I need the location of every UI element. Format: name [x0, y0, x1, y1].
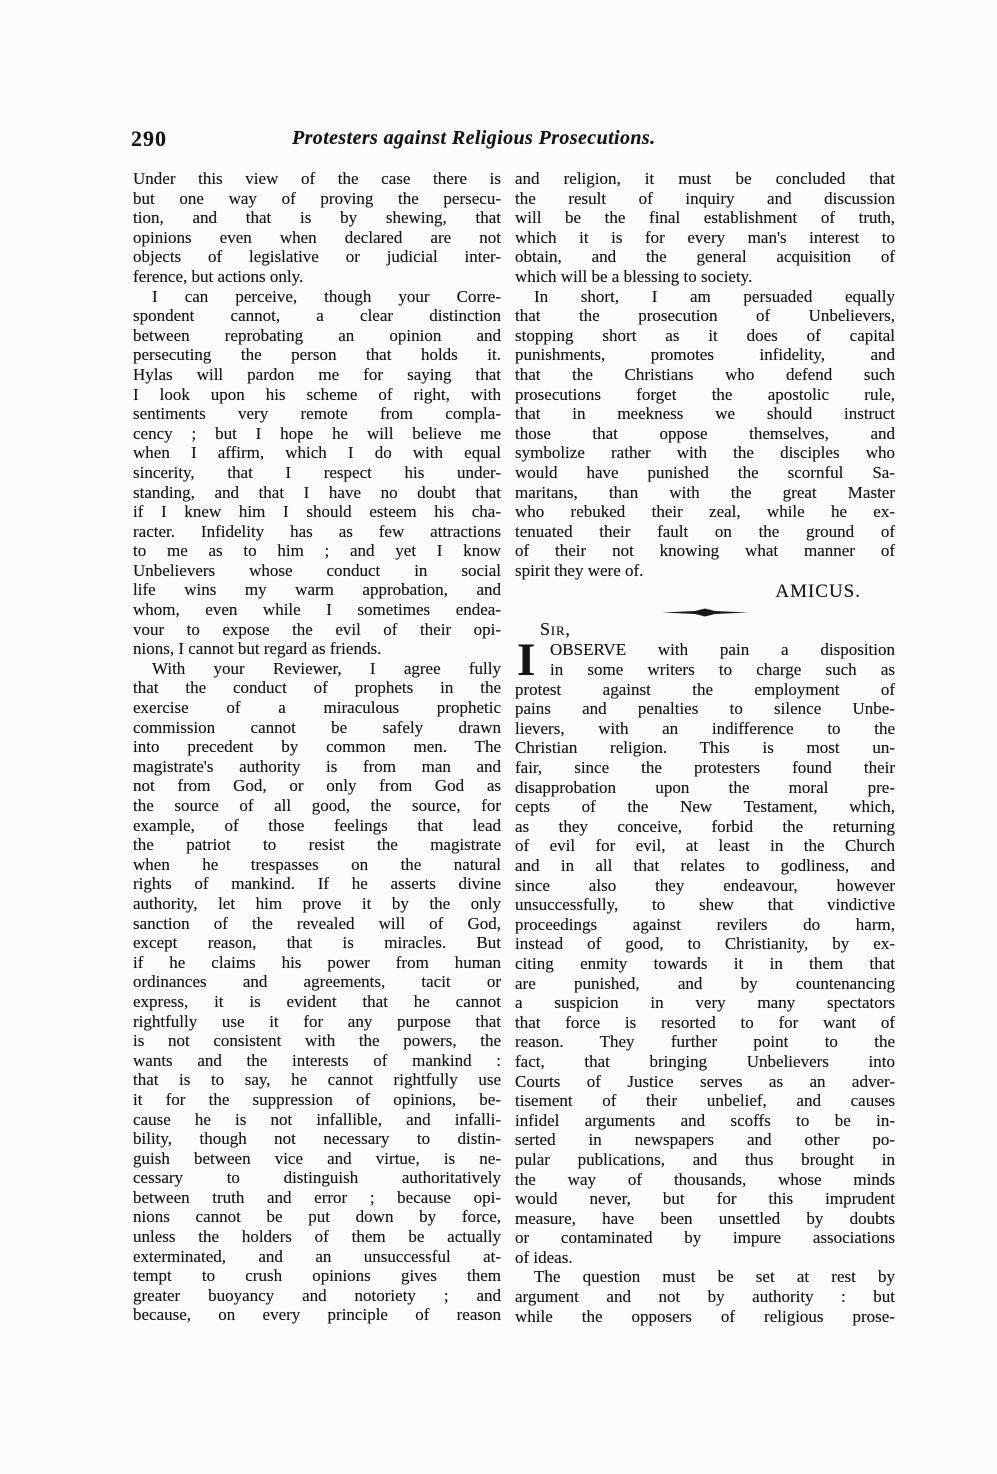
text-line: and religion, it must be concluded that	[515, 169, 895, 188]
text-line: guish between vice and virtue, is ne-	[133, 1148, 501, 1168]
text-line: instead of good, to Christianity, by ex-	[515, 934, 895, 954]
text-line: of ideas.	[515, 1247, 573, 1267]
text-block	[133, 169, 895, 1326]
text-line: into precedent by common men. The	[133, 737, 501, 757]
text-line: racter. Infidelity has as few attractions	[133, 521, 501, 541]
text-line: prosecutions forget the apostolic rule,	[515, 384, 895, 404]
text-line: stopping short as it does of capital	[515, 325, 895, 345]
text-line: and in all that relates to godliness, and	[515, 856, 895, 875]
text-line: commission cannot be safely drawn	[133, 717, 501, 737]
text-line: if he claims his power from human	[133, 952, 501, 972]
text-line: the way of thousands, whose minds	[515, 1169, 895, 1189]
text-line: fair, since the protesters found their	[515, 758, 895, 778]
text-line: tempt to crush opinions gives them	[133, 1266, 501, 1286]
text-line: Courts of Justice serves as an adver-	[515, 1071, 895, 1091]
text-line: The question must be set at rest by	[534, 1267, 895, 1287]
text-line: authority, let him prove it by the only	[133, 893, 501, 913]
text-line: tisement of their unbelief, and causes	[515, 1091, 895, 1111]
text-line: a suspicion in very many spectators	[515, 993, 895, 1013]
text-line: cause he is not infallible, and infalli-	[133, 1109, 501, 1129]
text-line: I look upon his scheme of right, with	[133, 384, 501, 404]
text-line: nions, I cannot but regard as friends.	[133, 639, 382, 659]
text-line: With your Reviewer, I agree fully	[152, 658, 501, 678]
text-line: whom, even while I sometimes endea-	[133, 600, 501, 620]
text-line: is not consistent with the powers, the	[133, 1031, 501, 1051]
text-line: since also they endeavour, however	[515, 875, 895, 895]
text-line: In short, I am persuaded equally	[534, 286, 895, 306]
text-line: pular publications, and thus brought in	[515, 1149, 895, 1169]
text-line: would have punished the scornful Sa-	[515, 462, 895, 482]
text-line: that in meekness we should instruct	[515, 404, 895, 424]
text-line: spirit they were of.	[515, 560, 644, 580]
signature: AMICUS.	[775, 581, 861, 603]
text-line: citing enmity towards it in them that	[515, 953, 895, 973]
text-line: infidel arguments and scoffs to be in-	[515, 1110, 895, 1130]
text-line: spondent cannot, a clear distinction	[133, 306, 501, 326]
text-line: disapprobation upon the moral pre-	[515, 777, 895, 797]
text-line: as they conceive, forbid the returning	[515, 816, 895, 836]
text-line: those that oppose themselves, and	[515, 423, 895, 443]
text-line: the patriot to resist the magistrate	[133, 835, 501, 855]
text-line: proceedings against revilers do harm,	[515, 914, 895, 934]
text-line: express, it is evident that he cannot	[133, 991, 501, 1011]
text-line: while the opposers of religious prose-	[515, 1306, 895, 1326]
text-line: when I affirm, which I do with equal	[133, 443, 501, 463]
text-line: standing, and that I have no doubt that	[133, 482, 501, 502]
text-line: serted in newspapers and other po-	[515, 1130, 895, 1150]
text-line: the source of all good, the source, for	[133, 796, 501, 815]
text-line: of their not knowing what manner of	[515, 541, 895, 561]
text-line: would never, but for this imprudent	[515, 1189, 895, 1209]
text-line: cepts of the New Testament, which,	[515, 797, 895, 817]
text-line: when he trespasses on the natural	[133, 854, 501, 874]
text-line: rights of mankind. If he asserts divine	[133, 874, 501, 894]
text-line: who rebuked their zeal, while he ex-	[515, 502, 895, 522]
text-line: that the Christians who defend such	[515, 364, 895, 384]
text-line: life wins my warm approbation, and	[133, 580, 501, 600]
page-number: 290	[131, 126, 167, 151]
text-line: the result of inquiry and discussion	[515, 188, 895, 208]
text-line: ordinances and agreements, tacit or	[133, 972, 501, 992]
text-line: symbolize rather with the disciples who	[515, 443, 895, 463]
text-line: if I knew him I should esteem his cha-	[133, 502, 501, 522]
text-line: Christian religion. This is most un-	[515, 738, 895, 758]
text-line: sincerity, that I respect his under-	[133, 462, 501, 482]
text-line: because, on every principle of reason	[133, 1305, 501, 1325]
text-line: obtain, and the general acquisition of	[515, 247, 895, 267]
running-title: Protesters against Religious Prosecutions.	[292, 127, 656, 149]
text-line: of evil for evil, at least in the Church	[515, 836, 895, 856]
text-line: rightfully use it for any purpose that	[133, 1011, 501, 1031]
text-line: measure, have been unsettled by doubts	[515, 1208, 895, 1228]
text-line: OBSERVE with pain a disposition	[550, 640, 895, 660]
text-line: or contaminated by impure associations	[515, 1228, 895, 1248]
text-column-left	[133, 169, 501, 1325]
text-line: protest against the employment of	[515, 679, 895, 699]
text-line: that the conduct of prophets in the	[133, 678, 501, 698]
text-line: opinions even when declared are not	[133, 227, 501, 247]
text-line: wants and the interests of mankind :	[133, 1050, 501, 1070]
text-line: maritans, than with the great Master	[515, 482, 895, 502]
text-line: between reprobating an opinion and	[133, 325, 501, 345]
section-divider	[515, 608, 895, 617]
text-line: Hylas will pardon me for saying that	[133, 364, 501, 384]
text-line: unsuccessfully, to shew that vindictive	[515, 895, 895, 915]
text-line: sentiments very remote from compla-	[133, 404, 501, 424]
text-line: except reason, that is miracles. But	[133, 933, 501, 953]
text-line: will be the final establishment of truth,	[515, 208, 895, 228]
drop-cap-paragraph	[515, 634, 895, 1267]
text-line: that force is resorted to for want of	[515, 1012, 895, 1032]
text-line: greater buoyancy and notoriety ; and	[133, 1285, 501, 1305]
text-line: fact, that bringing Unbelievers into	[515, 1051, 895, 1071]
text-line: bility, though not necessary to distin-	[133, 1129, 501, 1149]
text-line: pains and penalties to silence Unbe-	[515, 699, 895, 719]
text-line: in some writers to charge such as	[550, 660, 895, 680]
text-line: not from God, or only from God as	[133, 776, 501, 796]
paragraph	[133, 659, 501, 1325]
text-line: Unbelievers whose conduct in social	[133, 560, 501, 580]
text-line: which will be a blessing to society.	[515, 266, 753, 286]
text-line: Under this view of the case there is	[133, 169, 501, 188]
text-line: to me as to him ; and yet I know	[133, 541, 501, 561]
text-line: cency ; but I hope he will believe me	[133, 423, 501, 443]
text-line: I can perceive, though your Corre-	[152, 286, 501, 306]
text-line: which it is for every man's interest to	[515, 227, 895, 247]
text-line: reason. They further point to the	[515, 1032, 895, 1052]
drop-cap-letter: I	[517, 634, 536, 687]
text-line: ference, but actions only.	[133, 266, 304, 286]
text-line: objects of legislative or judicial inter-	[133, 247, 501, 267]
text-column-right	[515, 169, 895, 1326]
text-line: persecuting the person that holds it.	[133, 345, 501, 365]
paragraph	[515, 287, 895, 581]
salutation: Sir,	[540, 619, 571, 640]
text-line: but one way of proving the persecu-	[133, 188, 501, 208]
text-line: it for the suppression of opinions, be-	[133, 1089, 501, 1109]
text-line: argument and not by authority : but	[515, 1287, 895, 1307]
text-line: between truth and error ; because opi-	[133, 1187, 501, 1207]
text-line: are punished, and by countenancing	[515, 973, 895, 993]
paragraph	[133, 169, 501, 287]
text-line: magistrate's authority is from man and	[133, 756, 501, 776]
text-line: nions cannot be put down by force,	[133, 1207, 501, 1227]
text-line: cessary to distinguish authoritatively	[133, 1168, 501, 1188]
paragraph	[515, 169, 895, 287]
text-line: exercise of a miraculous prophetic	[133, 698, 501, 718]
text-line: exterminated, and an unsuccessful at-	[133, 1246, 501, 1266]
text-line: tenuated their fault on the ground of	[515, 521, 895, 541]
text-line: tion, and that is by shewing, that	[133, 208, 501, 228]
text-line: vour to expose the evil of their opi-	[133, 619, 501, 639]
text-line: sanction of the revealed will of God,	[133, 913, 501, 933]
text-line: lievers, with an indifference to the	[515, 718, 895, 738]
diamond-rule-icon	[662, 608, 748, 617]
text-line: punishments, promotes infidelity, and	[515, 345, 895, 365]
text-line: unless the holders of them be actually	[133, 1227, 501, 1247]
text-line: that is to say, he cannot rightfully use	[133, 1070, 501, 1090]
text-line: that the prosecution of Unbelievers,	[515, 306, 895, 326]
paragraph	[515, 1267, 895, 1326]
paragraph	[133, 287, 501, 659]
text-line: example, of those feelings that lead	[133, 815, 501, 835]
